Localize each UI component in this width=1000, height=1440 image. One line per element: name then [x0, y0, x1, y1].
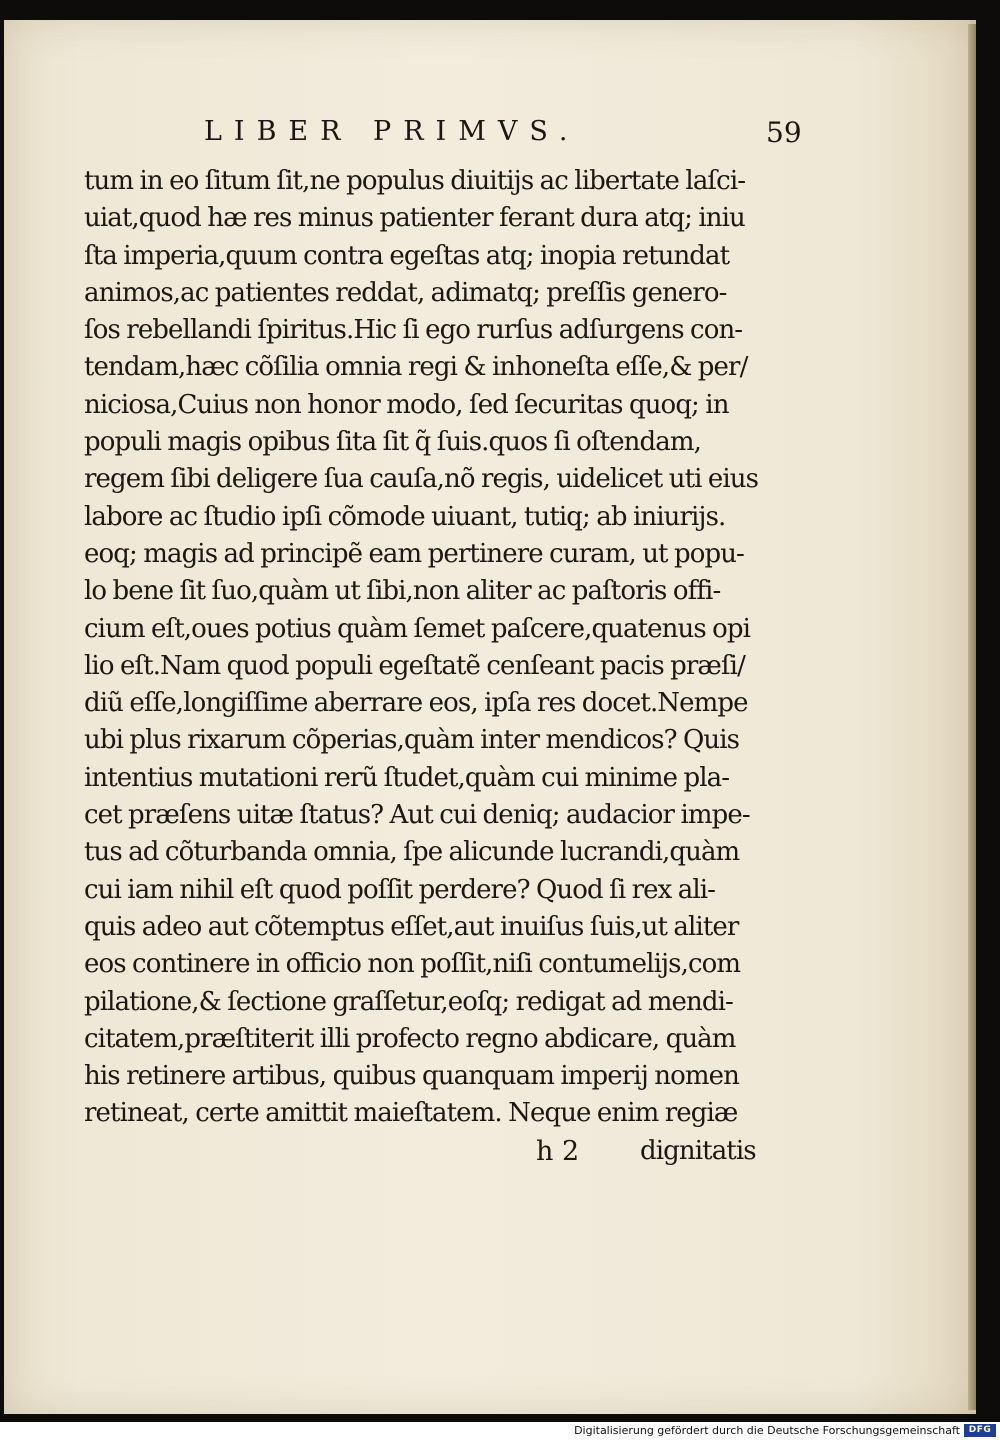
body-text	[84, 163, 774, 1133]
digitization-credit: Digitalisierung gefördert durch die Deutsche Forschungsgemeinschaft	[574, 1424, 960, 1437]
text-line: tendam,hæc cõſilia omnia regi & inhoneſta eſſe,& per/	[84, 352, 748, 383]
text-line: uiat,quod hæ res minus patienter ferant dura atq; iniu	[84, 203, 745, 234]
text-line: niciosa,Cuius non honor modo, ſed ſecuritas quoq; in	[84, 389, 729, 420]
text-line: eos continere in officio non poſſit,niſi contumelijs,com	[84, 949, 741, 980]
text-line: tus ad cõturbanda omnia, ſpe alicunde lucrandi,quàm	[84, 837, 740, 868]
page-edge	[968, 24, 976, 1410]
text-line: ubi plus rixarum cõperias,quàm inter mendicos? Quis	[84, 725, 740, 756]
text-line: ſta imperia,quum contra egeſtas atq; inopia retundat	[84, 240, 730, 271]
running-head: LIBER PRIMVS.	[204, 116, 580, 147]
text-line: cium eſt,oues potius quàm ſemet paſcere,quatenus opi	[84, 613, 751, 644]
text-line: diũ eſſe,longiſſime aberrare eos, ipſa res docet.Nempe	[84, 688, 748, 719]
text-line: labore ac ſtudio ipſi cõmode uiuant, tutiq; ab iniurijs.	[84, 501, 726, 532]
dfg-logo: DFG	[964, 1424, 996, 1437]
text-line: regem ſibi deligere ſua cauſa,nõ regis, uidelicet uti eius	[84, 464, 759, 495]
book-page	[4, 20, 976, 1414]
text-line: tum in eo ſitum ſit,ne populus diuitijs ac libertate laſci-	[84, 166, 746, 196]
text-line: citatem,præſtiterit illi profecto regno abdicare, quàm	[84, 1023, 736, 1054]
footer	[0, 1422, 1000, 1440]
text-line: lo bene ſit ſuo,quàm ut ſibi,non aliter ac paſtoris offi-	[84, 576, 721, 607]
text-line: intentius mutationi rerũ ſtudet,quàm cui minime pla-	[84, 762, 730, 793]
text-line: quis adeo aut cõtemptus eſſet,aut inuiſus ſuis,ut aliter	[84, 911, 739, 942]
text-line: eoq; magis ad principẽ eam pertinere curam, ut popu-	[84, 538, 744, 569]
text-line: cui iam nihil eſt quod poſſit perdere? Quod ſi rex ali-	[84, 874, 716, 905]
text-line: populi magis opibus ſita ſit q̃ ſuis.quos ſi oſtendam,	[84, 427, 701, 458]
text-line: his retinere artibus, quibus quanquam imperij nomen	[84, 1061, 739, 1092]
text-line: animos,ac patientes reddat, adimatq; preſſis genero-	[84, 277, 727, 308]
text-line: lio eſt.Nam quod populi egeſtatẽ cenſeant pacis præſi/	[84, 650, 745, 681]
signature-mark: h 2	[536, 1136, 580, 1167]
catchword: dignitatis	[640, 1136, 756, 1166]
page-number: 59	[766, 116, 802, 149]
text-line: retineat, certe amittit maieſtatem. Neque enim regiæ	[84, 1098, 738, 1129]
text-line: ſos rebellandi ſpiritus.Hic ſi ego rurſus adſurgens con-	[84, 315, 743, 346]
text-line: pilatione,& ſectione graſſetur,eoſq; redigat ad mendi-	[84, 986, 733, 1017]
text-line: cet præſens uitæ ſtatus? Aut cui deniq; audacior impe-	[84, 800, 750, 831]
